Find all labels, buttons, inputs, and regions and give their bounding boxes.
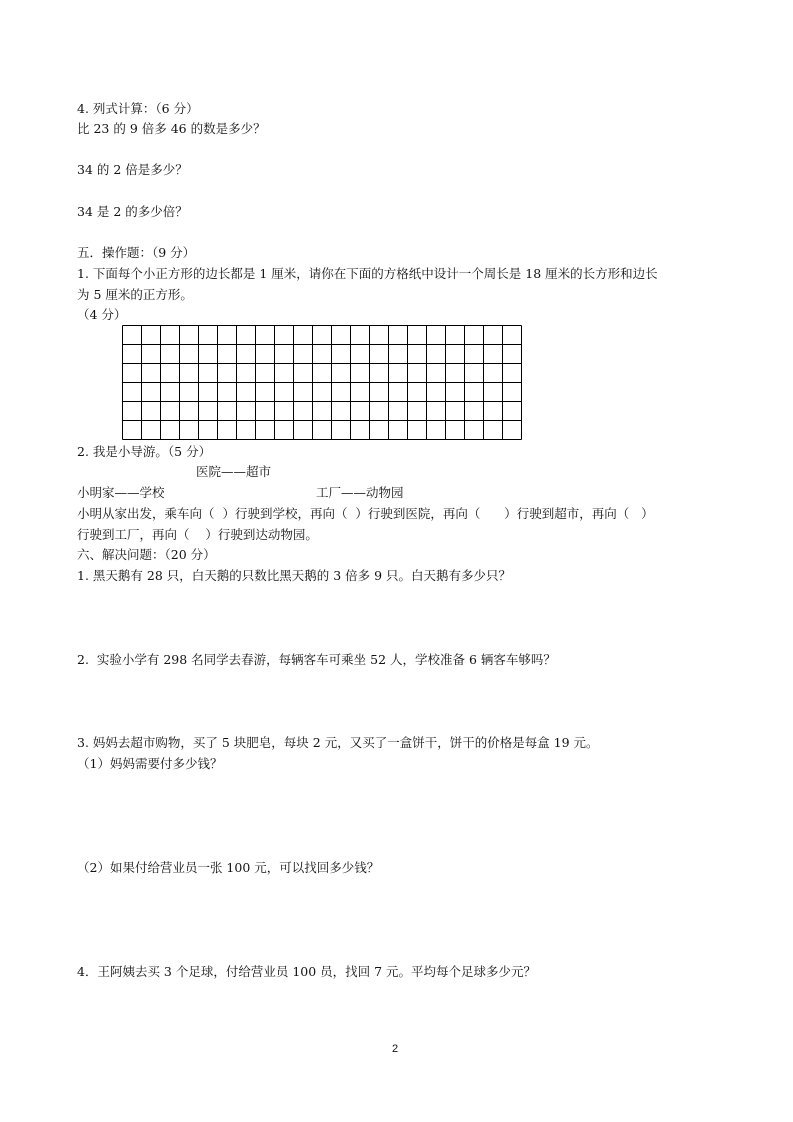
section-6-title: 六、解决问题：（20 分） — [77, 547, 216, 562]
s6-q1: 1. 黑天鹅有 28 只，白天鹅的只数比黑天鹅的 3 倍多 9 只。白天鹅有多少只？ — [77, 568, 512, 583]
s6-q3-2: （2）如果付给营业员一张 100 元，可以找回多少钱？ — [77, 860, 380, 875]
s5-p2-text1: 小明从家出发，乘车向（ ）行驶到学校，再向（ ）行驶到医院，再向（ ）行驶到超市，再向（ ） — [77, 506, 654, 521]
s6-q3: 3. 妈妈去超市购物，买了 5 块肥皂，每块 2 元，又买了一盒饼干，饼干的价格是每盒 19 元。 — [77, 735, 599, 750]
q4-title: 4. 列式计算：（6 分） — [77, 101, 199, 116]
s5-p2-text2: 行驶到工厂，再向（ ）行驶到达动物园。 — [77, 527, 318, 542]
s5-p1-line1: 1. 下面每个小正方形的边长都是 1 厘米，请你在下面的方格纸中设计一个周长是 18 厘米的长方形和边长 — [77, 266, 658, 281]
s5-p1-line2: 为 5 厘米的正方形。 — [77, 287, 193, 302]
q4-item-3: 34 是 2 的多少倍？ — [77, 204, 188, 219]
q4-item-2: 34 的 2 倍是多少？ — [77, 162, 188, 177]
s6-q2: 2. 实验小学有 298 名同学去春游，每辆客车可乘坐 52 人，学校准备 6 辆客车够吗？ — [77, 652, 556, 667]
section-5-title: 五．操作题：（9 分） — [77, 245, 196, 260]
map-home-school: 小明家——学校 — [77, 485, 165, 500]
map-factory-zoo: 工厂——动物园 — [316, 485, 404, 500]
s6-q3-1: （1）妈妈需要付多少钱？ — [77, 756, 223, 771]
map-hospital-market: 医院——超市 — [196, 464, 272, 479]
s6-q4: 4．王阿姨去买 3 个足球，付给营业员 100 员，找回 7 元。平均每个足球多少元？ — [77, 964, 537, 979]
q4-item-1: 比 23 的 9 倍多 46 的数是多少？ — [77, 121, 266, 136]
s5-p1-score: （4 分） — [77, 307, 127, 322]
square-grid — [122, 325, 522, 440]
s5-p2-title: 2. 我是小导游。（5 分） — [77, 444, 212, 459]
page-number: 2 — [392, 1043, 399, 1055]
